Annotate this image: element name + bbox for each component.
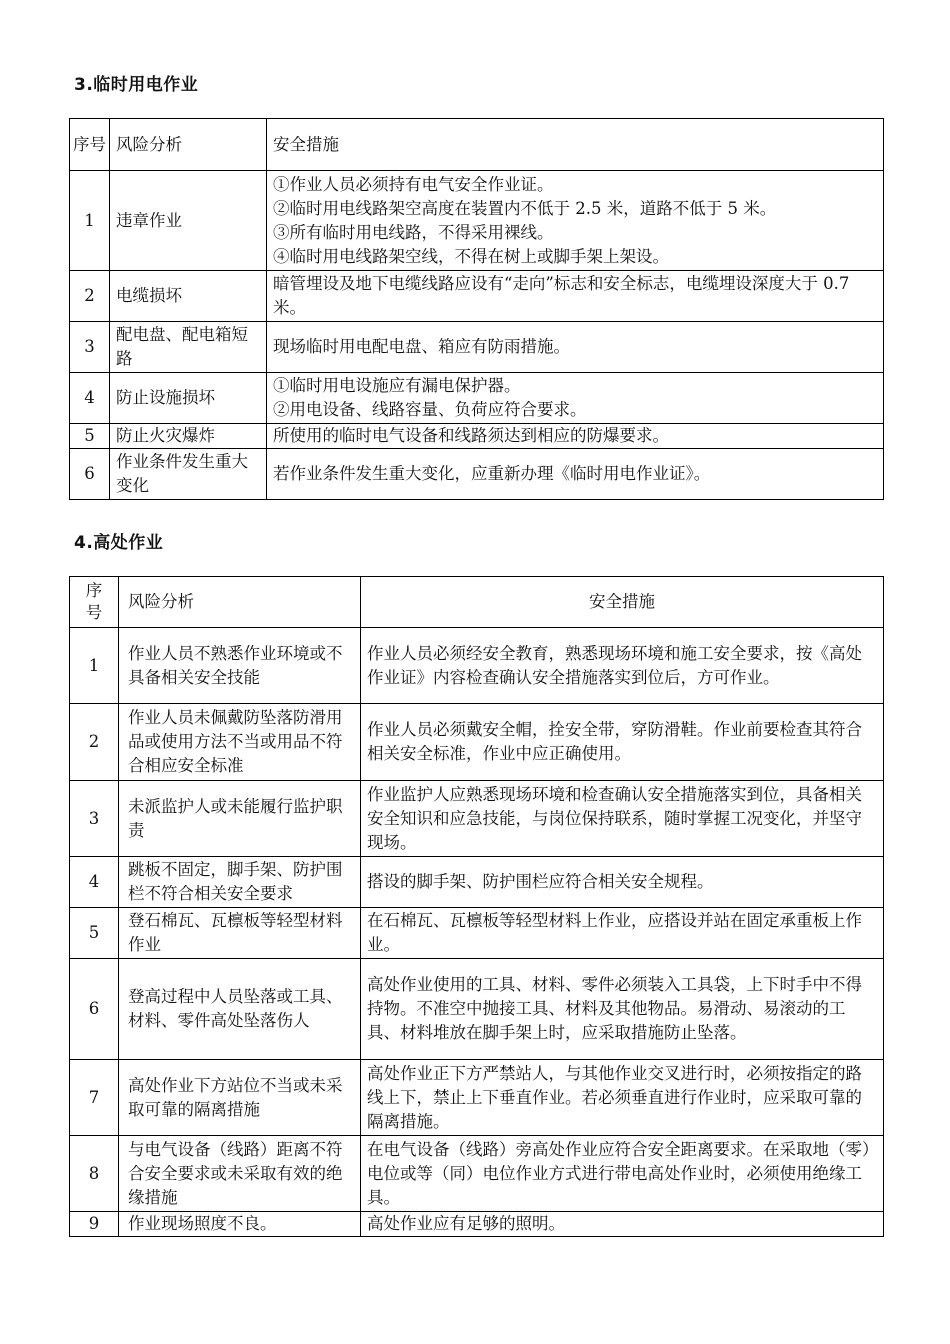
- row-risk: 登高过程中人员坠落或工具、材料、零件高处坠落伤人: [119, 959, 361, 1060]
- measure-line: ④临时用电线路架空线，不得在树上或脚手架上架设。: [273, 246, 669, 266]
- row-risk: 防止火灾爆炸: [110, 424, 267, 449]
- row-risk: 作业人员未佩戴防坠落防滑用品或使用方法不当或用品不符合相应安全标准: [119, 704, 361, 781]
- row-num: 1: [70, 171, 110, 271]
- temporary-electricity-table: [69, 118, 884, 500]
- row-risk: 违章作业: [110, 171, 267, 271]
- row-risk: 作业现场照度不良。: [119, 1212, 361, 1237]
- table-row: [70, 373, 884, 424]
- header-risk: 风险分析: [110, 119, 267, 171]
- table-row: [70, 857, 884, 908]
- table-row: [70, 424, 884, 449]
- row-measure: 作业人员必须经安全教育，熟悉现场环境和施工安全要求，按《高处作业证》内容检查确认安全措施落实到位后，方可作业。: [361, 628, 884, 704]
- header-measure: 安全措施: [361, 577, 884, 628]
- table-row: [70, 628, 884, 704]
- row-risk: 防止设施损坏: [110, 373, 267, 424]
- row-measure: [267, 171, 884, 271]
- row-risk: 配电盘、配电箱短路: [110, 322, 267, 373]
- row-risk: 电缆损坏: [110, 271, 267, 322]
- row-measure: 在石棉瓦、瓦檩板等轻型材料上作业，应搭设并站在固定承重板上作业。: [361, 908, 884, 959]
- measure-line: ③所有临时用电线路，不得采用裸线。: [273, 222, 554, 242]
- header-measure: 安全措施: [267, 119, 884, 171]
- row-num: 4: [70, 373, 110, 424]
- row-measure: 作业监护人应熟悉现场环境和检查确认安全措施落实到位，具备相关安全知识和应急技能，与岗位保持联系，随时掌握工况变化，并坚守现场。: [361, 781, 884, 857]
- measure-line: ②用电设备、线路容量、负荷应符合要求。: [273, 400, 587, 419]
- row-measure: 在电气设备（线路）旁高处作业应符合安全距离要求。在采取地（零）电位或等（同）电位作业方式进行带电高处作业时，必须使用绝缘工具。: [361, 1136, 884, 1212]
- measure-line: ①临时用电设施应有漏电保护器。: [273, 376, 521, 395]
- measure-line: 现场临时用电配电盘、箱应有防雨措施。: [273, 337, 570, 356]
- row-risk: 高处作业下方站位不当或未采取可靠的隔离措施: [119, 1060, 361, 1136]
- work-at-height-table: [69, 576, 884, 1237]
- row-measure: [267, 449, 884, 500]
- row-risk: 登石棉瓦、瓦檩板等轻型材料作业: [119, 908, 361, 959]
- row-measure: [267, 424, 884, 449]
- table-row: [70, 704, 884, 781]
- table-row: [70, 908, 884, 959]
- row-measure: 高处作业应有足够的照明。: [361, 1212, 884, 1237]
- measure-line: 所使用的临时电气设备和线路须达到相应的防爆要求。: [273, 426, 669, 445]
- header-num: 序号: [70, 119, 110, 171]
- row-num: 3: [70, 781, 119, 857]
- header-num: 序号: [70, 577, 119, 628]
- table-row: [70, 1212, 884, 1237]
- row-num: 6: [70, 449, 110, 500]
- row-num: 7: [70, 1060, 119, 1136]
- row-num: 3: [70, 322, 110, 373]
- row-num: 6: [70, 959, 119, 1060]
- row-measure: 搭设的脚手架、防护围栏应符合相关安全规程。: [361, 857, 884, 908]
- row-measure: [267, 271, 884, 322]
- row-num: 8: [70, 1136, 119, 1212]
- measure-line: ②临时用电线路架空高度在装置内不低于 2.5 米，道路不低于 5 米。: [273, 198, 777, 218]
- table-row: [70, 449, 884, 500]
- table-row: [70, 781, 884, 857]
- row-risk: 作业人员不熟悉作业环境或不具备相关安全技能: [119, 628, 361, 704]
- table-row: [70, 959, 884, 1060]
- row-risk: 与电气设备（线路）距离不符合安全要求或未采取有效的绝缘措施: [119, 1136, 361, 1212]
- row-measure: 高处作业使用的工具、材料、零件必须装入工具袋，上下时手中不得持物。不准空中抛接工具、材料及其他物品。易滑动、易滚动的工具、材料堆放在脚手架上时，应采取措施防止坠落。: [361, 959, 884, 1060]
- section-3-title: 3.临时用电作业: [74, 75, 199, 95]
- row-num: 4: [70, 857, 119, 908]
- table-row: [70, 171, 884, 271]
- row-risk: 未派监护人或未能履行监护职责: [119, 781, 361, 857]
- table-row: [70, 1060, 884, 1136]
- table-header-row: [70, 119, 884, 171]
- section-4-title: 4.高处作业: [74, 533, 164, 553]
- measure-line: ①作业人员必须持有电气安全作业证。: [273, 174, 554, 194]
- row-measure: [267, 322, 884, 373]
- table-row: [70, 1136, 884, 1212]
- row-num: 2: [70, 704, 119, 781]
- row-num: 1: [70, 628, 119, 704]
- table-row: [70, 322, 884, 373]
- table-row: [70, 271, 884, 322]
- row-num: 5: [70, 424, 110, 449]
- measure-line: 暗管埋设及地下电缆线路应设有“走向”标志和安全标志，电缆埋设深度大于 0.7 米。: [273, 274, 850, 317]
- table-header-row: [70, 577, 884, 628]
- row-num: 9: [70, 1212, 119, 1237]
- row-measure: [267, 373, 884, 424]
- row-risk: 跳板不固定，脚手架、防护围栏不符合相关安全要求: [119, 857, 361, 908]
- row-measure: 作业人员必须戴安全帽，拴安全带，穿防滑鞋。作业前要检查其符合相关安全标准，作业中应正确使用。: [361, 704, 884, 781]
- header-risk: 风险分析: [119, 577, 361, 628]
- row-measure: 高处作业正下方严禁站人，与其他作业交叉进行时，必须按指定的路线上下，禁止上下垂直作业。若必须垂直进行作业时，应采取可靠的隔离措施。: [361, 1060, 884, 1136]
- row-num: 5: [70, 908, 119, 959]
- row-num: 2: [70, 271, 110, 322]
- row-risk: 作业条件发生重大变化: [110, 449, 267, 500]
- measure-line: 若作业条件发生重大变化，应重新办理《临时用电作业证》。: [273, 464, 711, 483]
